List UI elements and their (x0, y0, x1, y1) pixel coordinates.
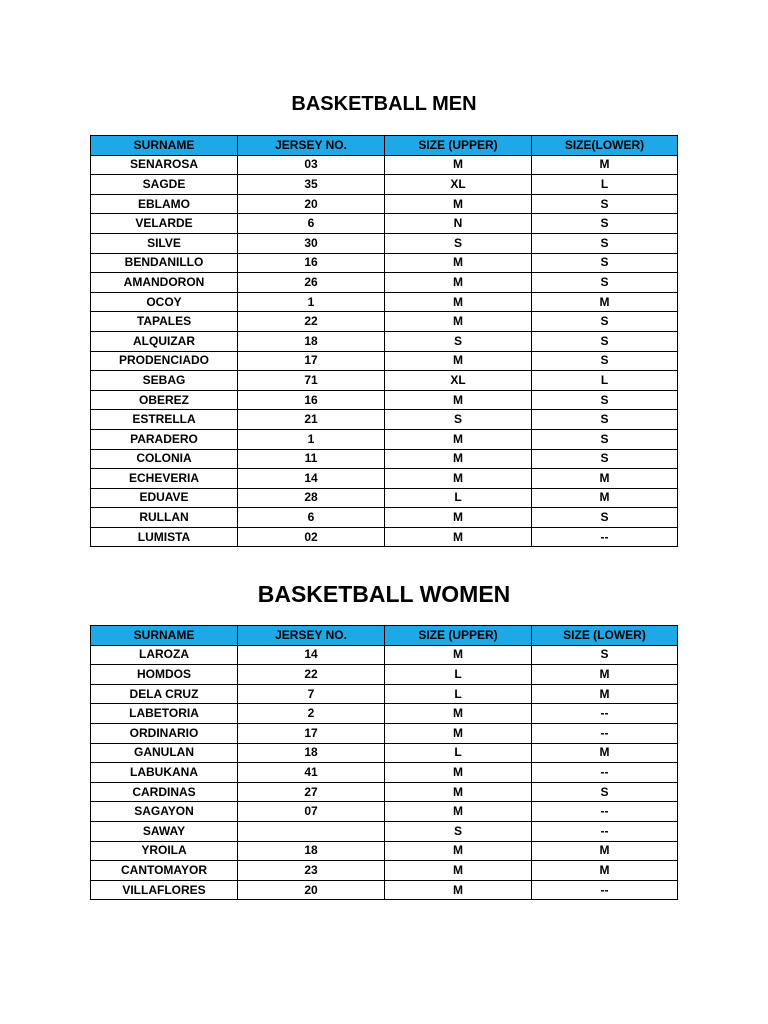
cell-size-lower: S (532, 645, 678, 665)
table-row (91, 390, 678, 410)
cell-surname: PRODENCIADO (91, 351, 238, 371)
cell-surname: HOMDOS (91, 665, 238, 685)
cell-jersey-no: 71 (238, 371, 385, 391)
cell-surname: SILVE (91, 233, 238, 253)
cell-surname: CARDINAS (91, 782, 238, 802)
table-row (91, 175, 678, 195)
cell-size-upper: M (385, 429, 532, 449)
cell-size-upper: M (385, 645, 532, 665)
cell-surname: ALQUIZAR (91, 331, 238, 351)
cell-surname: SAGAYON (91, 802, 238, 822)
cell-jersey-no: 18 (238, 841, 385, 861)
cell-surname: LABUKANA (91, 763, 238, 783)
table-row (91, 841, 678, 861)
cell-surname: SAGDE (91, 175, 238, 195)
column-header-size-lower: SIZE(LOWER) (532, 136, 678, 156)
cell-size-lower: -- (532, 763, 678, 783)
cell-jersey-no: 41 (238, 763, 385, 783)
table-row (91, 861, 678, 881)
cell-surname: ECHEVERIA (91, 469, 238, 489)
cell-size-lower: M (532, 155, 678, 175)
cell-size-lower: M (532, 665, 678, 685)
cell-size-lower: S (532, 410, 678, 430)
cell-jersey-no: 16 (238, 390, 385, 410)
cell-jersey-no: 22 (238, 665, 385, 685)
cell-size-lower: S (532, 253, 678, 273)
cell-surname: CANTOMAYOR (91, 861, 238, 881)
men-roster-table (90, 135, 678, 547)
cell-size-upper: S (385, 233, 532, 253)
cell-size-upper: XL (385, 371, 532, 391)
cell-size-lower: L (532, 371, 678, 391)
cell-size-upper: S (385, 410, 532, 430)
cell-size-upper: M (385, 782, 532, 802)
cell-jersey-no: 20 (238, 194, 385, 214)
cell-size-lower: M (532, 861, 678, 881)
table-row (91, 371, 678, 391)
cell-jersey-no: 35 (238, 175, 385, 195)
table-row (91, 763, 678, 783)
cell-size-lower: M (532, 841, 678, 861)
cell-size-upper: M (385, 312, 532, 332)
cell-size-upper: M (385, 449, 532, 469)
cell-size-upper: M (385, 253, 532, 273)
cell-surname: SAWAY (91, 821, 238, 841)
cell-size-upper: L (385, 488, 532, 508)
table-row (91, 233, 678, 253)
cell-jersey-no: 14 (238, 469, 385, 489)
cell-jersey-no: 30 (238, 233, 385, 253)
cell-surname: LAROZA (91, 645, 238, 665)
table-row (91, 331, 678, 351)
cell-size-upper: M (385, 704, 532, 724)
table-row (91, 665, 678, 685)
cell-surname: LUMISTA (91, 527, 238, 547)
cell-size-upper: N (385, 214, 532, 234)
table-row (91, 645, 678, 665)
cell-jersey-no: 6 (238, 508, 385, 528)
cell-jersey-no: 2 (238, 704, 385, 724)
column-header-surname: SURNAME (91, 136, 238, 156)
cell-surname: OCOY (91, 292, 238, 312)
cell-size-lower: -- (532, 527, 678, 547)
cell-size-upper: S (385, 331, 532, 351)
cell-jersey-no: 03 (238, 155, 385, 175)
cell-size-lower: S (532, 449, 678, 469)
cell-size-lower: M (532, 684, 678, 704)
table-row (91, 802, 678, 822)
cell-size-lower: S (532, 194, 678, 214)
cell-size-lower: -- (532, 704, 678, 724)
cell-surname: TAPALES (91, 312, 238, 332)
table-row (91, 429, 678, 449)
cell-jersey-no: 26 (238, 273, 385, 293)
table-row (91, 527, 678, 547)
cell-size-upper: M (385, 508, 532, 528)
cell-jersey-no: 17 (238, 351, 385, 371)
column-header-size-upper: SIZE (UPPER) (385, 136, 532, 156)
cell-size-upper: M (385, 273, 532, 293)
cell-size-upper: M (385, 351, 532, 371)
cell-surname: COLONIA (91, 449, 238, 469)
women-roster-table (90, 625, 678, 900)
cell-surname: ESTRELLA (91, 410, 238, 430)
cell-jersey-no: 6 (238, 214, 385, 234)
cell-size-lower: M (532, 743, 678, 763)
table-row (91, 743, 678, 763)
table-row (91, 214, 678, 234)
column-header-size-lower: SIZE (LOWER) (532, 626, 678, 646)
cell-size-lower: S (532, 233, 678, 253)
table-row (91, 880, 678, 900)
cell-size-upper: M (385, 390, 532, 410)
table-row (91, 684, 678, 704)
cell-surname: ORDINARIO (91, 723, 238, 743)
cell-size-lower: L (532, 175, 678, 195)
cell-size-lower: S (532, 273, 678, 293)
header-row (91, 626, 678, 646)
table-row (91, 351, 678, 371)
cell-jersey-no: 07 (238, 802, 385, 822)
cell-surname: BENDANILLO (91, 253, 238, 273)
cell-size-lower: M (532, 292, 678, 312)
cell-jersey-no: 18 (238, 743, 385, 763)
cell-jersey-no: 16 (238, 253, 385, 273)
table-body (91, 155, 678, 547)
cell-surname: YROILA (91, 841, 238, 861)
cell-jersey-no: 27 (238, 782, 385, 802)
cell-jersey-no: 7 (238, 684, 385, 704)
cell-surname: VILLAFLORES (91, 880, 238, 900)
table-row (91, 155, 678, 175)
cell-surname: PARADERO (91, 429, 238, 449)
cell-size-lower: M (532, 488, 678, 508)
cell-jersey-no: 1 (238, 292, 385, 312)
cell-size-lower: M (532, 469, 678, 489)
cell-size-lower: S (532, 214, 678, 234)
cell-size-lower: -- (532, 821, 678, 841)
cell-size-lower: -- (532, 802, 678, 822)
cell-size-upper: M (385, 880, 532, 900)
cell-size-upper: M (385, 194, 532, 214)
cell-jersey-no: 22 (238, 312, 385, 332)
cell-surname: SEBAG (91, 371, 238, 391)
cell-size-lower: S (532, 351, 678, 371)
cell-jersey-no: 11 (238, 449, 385, 469)
table-row (91, 312, 678, 332)
table-row (91, 194, 678, 214)
cell-surname: GANULAN (91, 743, 238, 763)
cell-surname: LABETORIA (91, 704, 238, 724)
table-row (91, 821, 678, 841)
column-header-surname: SURNAME (91, 626, 238, 646)
cell-size-lower: S (532, 331, 678, 351)
column-header-jersey-no: JERSEY NO. (238, 626, 385, 646)
cell-size-upper: M (385, 155, 532, 175)
cell-size-upper: M (385, 861, 532, 881)
cell-jersey-no: 21 (238, 410, 385, 430)
cell-jersey-no: 14 (238, 645, 385, 665)
cell-size-upper: M (385, 292, 532, 312)
cell-size-lower: S (532, 312, 678, 332)
cell-size-upper: M (385, 527, 532, 547)
cell-surname: VELARDE (91, 214, 238, 234)
cell-size-upper: M (385, 802, 532, 822)
cell-size-lower: S (532, 429, 678, 449)
table-row (91, 508, 678, 528)
cell-size-lower: S (532, 508, 678, 528)
cell-size-upper: M (385, 763, 532, 783)
cell-surname: RULLAN (91, 508, 238, 528)
cell-jersey-no: 17 (238, 723, 385, 743)
cell-size-upper: L (385, 684, 532, 704)
cell-size-upper: M (385, 723, 532, 743)
table-row (91, 253, 678, 273)
cell-jersey-no: 18 (238, 331, 385, 351)
table-row (91, 488, 678, 508)
cell-jersey-no (238, 821, 385, 841)
table-body (91, 645, 678, 900)
cell-surname: SENAROSA (91, 155, 238, 175)
cell-size-upper: M (385, 841, 532, 861)
cell-surname: DELA CRUZ (91, 684, 238, 704)
cell-surname: EBLAMO (91, 194, 238, 214)
cell-size-lower: -- (532, 880, 678, 900)
table-header (91, 136, 678, 156)
header-row (91, 136, 678, 156)
cell-surname: AMANDORON (91, 273, 238, 293)
table-row (91, 469, 678, 489)
table-row (91, 449, 678, 469)
table-header (91, 626, 678, 646)
cell-size-lower: S (532, 782, 678, 802)
cell-size-lower: S (532, 390, 678, 410)
table-row (91, 273, 678, 293)
women-section-title: BASKETBALL WOMEN (257, 581, 511, 607)
cell-jersey-no: 23 (238, 861, 385, 881)
cell-surname: OBEREZ (91, 390, 238, 410)
cell-jersey-no: 20 (238, 880, 385, 900)
cell-size-upper: M (385, 469, 532, 489)
cell-size-lower: -- (532, 723, 678, 743)
column-header-jersey-no: JERSEY NO. (238, 136, 385, 156)
table-row (91, 292, 678, 312)
cell-size-upper: L (385, 743, 532, 763)
table-row (91, 704, 678, 724)
men-section-title: BASKETBALL MEN (291, 93, 477, 115)
table-row (91, 410, 678, 430)
cell-jersey-no: 28 (238, 488, 385, 508)
table-row (91, 723, 678, 743)
cell-size-upper: L (385, 665, 532, 685)
cell-jersey-no: 1 (238, 429, 385, 449)
cell-size-upper: S (385, 821, 532, 841)
cell-surname: EDUAVE (91, 488, 238, 508)
column-header-size-upper: SIZE (UPPER) (385, 626, 532, 646)
cell-jersey-no: 02 (238, 527, 385, 547)
cell-size-upper: XL (385, 175, 532, 195)
table-row (91, 782, 678, 802)
